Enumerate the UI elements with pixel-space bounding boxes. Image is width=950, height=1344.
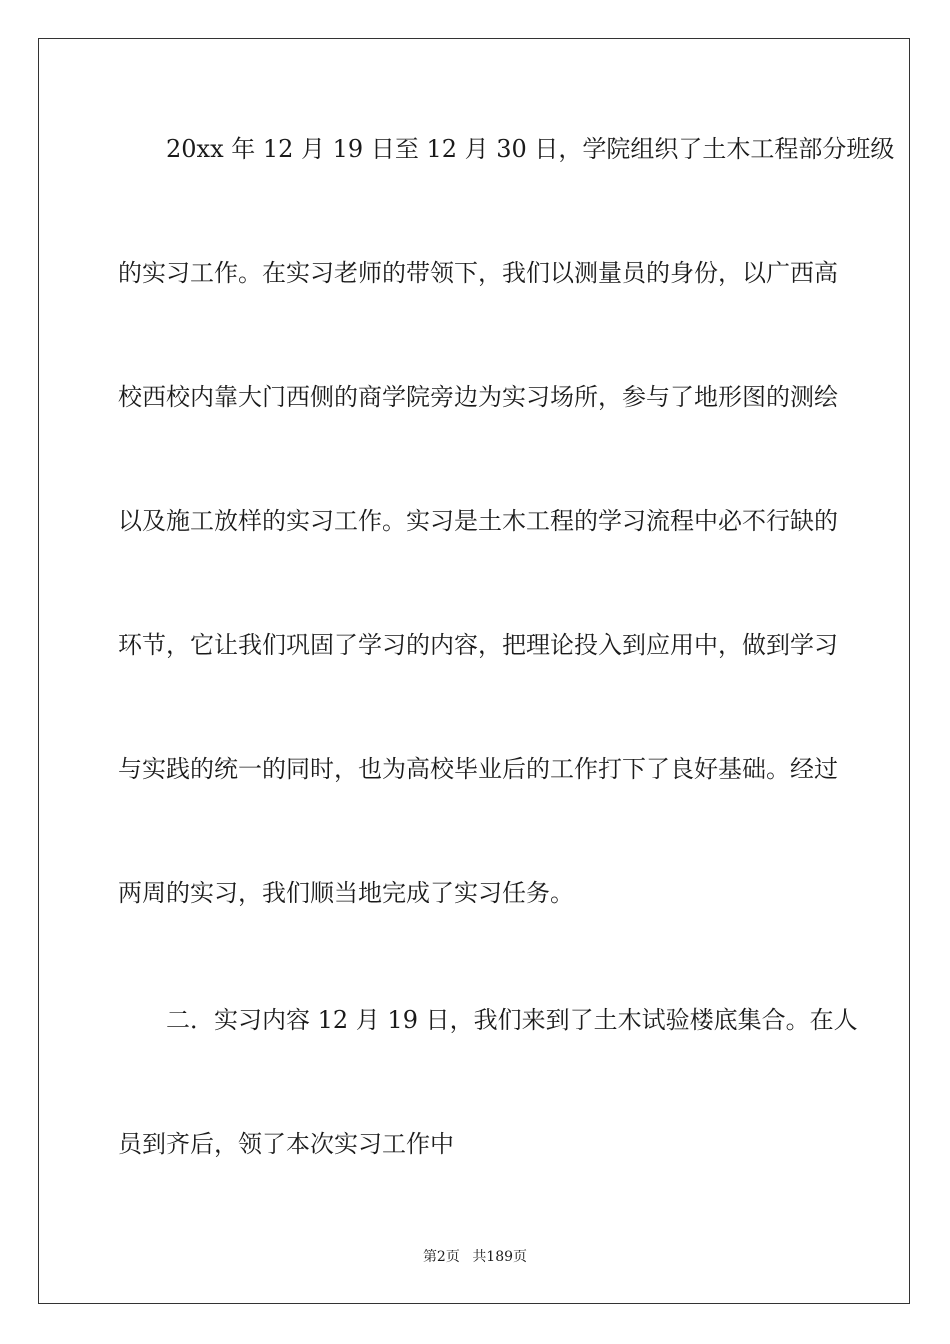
- paragraph-line: 以及施工放样的实习工作。实习是土木工程的学习流程中必不行缺的: [118, 507, 838, 535]
- paragraph-line: 员到齐后，领了本次实习工作中: [118, 1130, 454, 1158]
- paragraph-line: 与实践的统一的同时，也为高校毕业后的工作打下了良好基础。经过: [118, 755, 838, 783]
- page-border: [38, 38, 910, 1304]
- paragraph-line: 的实习工作。在实习老师的带领下，我们以测量员的身份，以广西高: [118, 259, 838, 287]
- paragraph-line: 二．实习内容 12 月 19 日，我们来到了土木试验楼底集合。在人: [166, 1006, 858, 1034]
- page-footer: [0, 1246, 950, 1266]
- page-number: 第2页: [422, 1249, 460, 1265]
- paragraph-line: 20xx 年 12 月 19 日至 12 月 30 日，学院组织了土木工程部分班级: [166, 135, 895, 163]
- paragraph-line: 校西校内靠大门西侧的商学院旁边为实习场所，参与了地形图的测绘: [118, 383, 838, 411]
- paragraph-line: 两周的实习，我们顺当地完成了实习任务。: [118, 879, 574, 907]
- paragraph-line: 环节，它让我们巩固了学习的内容，把理论投入到应用中，做到学习: [118, 631, 838, 659]
- page-total: 共189页: [472, 1249, 528, 1265]
